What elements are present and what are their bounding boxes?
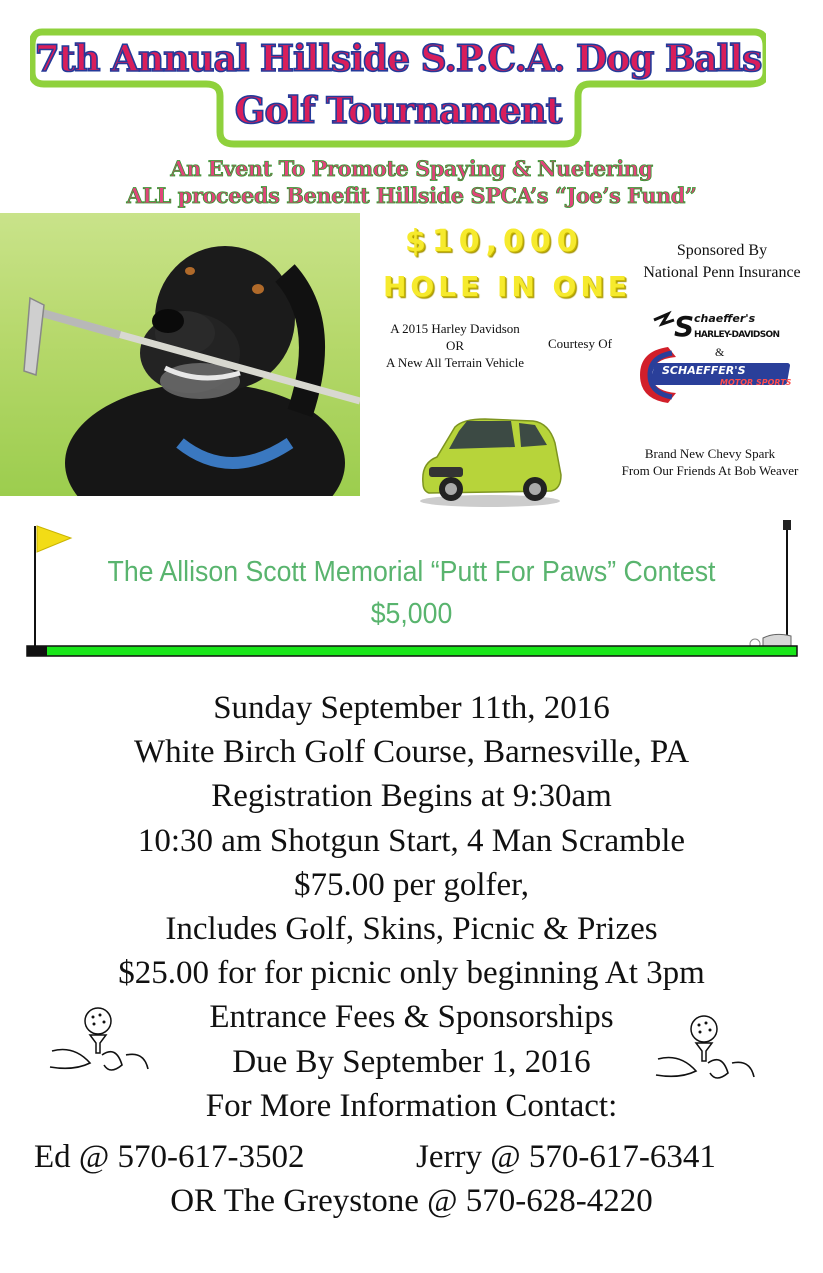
chevy-line-1: Brand New Chevy Spark — [644, 446, 776, 461]
subtitle-line-2: ALL proceeds Benefit Hillside SPCA’s “Joe’s Fund” — [126, 183, 697, 208]
dog-with-golf-club-photo — [0, 213, 360, 496]
schaeffers-motor-sports-logo — [636, 343, 796, 405]
logo-bottom-text: HARLEY-DAVIDSON — [694, 330, 780, 340]
chevy-line-2: From Our Friends At Bob Weaver — [621, 463, 799, 478]
putter-grip — [783, 520, 791, 530]
logo-bottom-text: MOTOR SPORTS — [720, 378, 792, 387]
event-price: $75.00 per golfer, — [293, 866, 530, 903]
putt-for-paws-title: The Allison Scott Memorial “Putt For Paws” Contest — [107, 556, 716, 588]
event-picnic-price: $25.00 for for picnic only beginning At 3pm — [118, 955, 705, 992]
event-registration: Registration Begins at 9:30am — [211, 778, 612, 815]
event-due-date: Due By September 1, 2016 — [232, 1043, 591, 1080]
hole-in-one-amount: $10,000 — [405, 224, 584, 259]
courtesy-of-label: Courtesy Of — [548, 336, 612, 351]
logo-initial: S — [674, 310, 695, 342]
title-line-2: Golf Tournament — [234, 90, 562, 132]
event-includes: Includes Golf, Skins, Picnic & Prizes — [165, 911, 658, 948]
event-location: White Birch Golf Course, Barnesville, PA — [133, 734, 690, 771]
schaeffers-harley-davidson-logo — [652, 310, 782, 342]
prize-line-1: A 2015 Harley Davidson — [390, 321, 520, 336]
putting-green-graphic — [25, 520, 800, 662]
golf-ball-on-tee-icon — [44, 1005, 154, 1085]
contacts-row — [34, 1137, 794, 1177]
contact-heading: For More Information Contact: — [205, 1087, 618, 1124]
golf-ball-on-tee-icon — [652, 1013, 762, 1093]
contact-ed: Ed @ 570-617-3502 — [34, 1139, 305, 1175]
ampersand: & — [715, 345, 725, 359]
sponsored-by-label: Sponsored By — [676, 242, 768, 259]
event-fees: Entrance Fees & Sponsorships — [209, 999, 614, 1036]
putter-head-icon — [763, 634, 791, 646]
hole-cup-icon — [27, 646, 47, 656]
title-line-1: 7th Annual Hillside S.P.C.A. Dog Balls — [34, 38, 762, 80]
sponsor-name: National Penn Insurance — [643, 264, 801, 281]
logo-top-text: SCHAEFFER'S — [662, 364, 746, 377]
prize-line-2: OR — [445, 338, 465, 353]
putt-for-paws-prize: $5,000 — [370, 598, 453, 630]
putting-line — [27, 646, 797, 656]
logo-top-text: chaeffer's — [694, 312, 756, 325]
hole-in-one-prize — [370, 320, 540, 371]
event-start: 10:30 am Shotgun Start, 4 Man Scramble — [137, 822, 686, 859]
hole-in-one-label: HOLE IN ONE — [383, 270, 631, 303]
chevy-spark-car-image — [415, 413, 565, 508]
contact-greystone: OR The Greystone @ 570-628-4220 — [170, 1183, 653, 1219]
title-banner — [30, 28, 766, 148]
event-date: Sunday September 11th, 2016 — [213, 690, 610, 726]
yellow-flag-icon — [37, 526, 71, 552]
prize-line-3: A New All Terrain Vehicle — [386, 355, 524, 370]
subtitle-line-1: An Event To Promote Spaying & Nuetering — [170, 156, 653, 181]
sponsored-by — [622, 240, 822, 284]
chevy-prize — [600, 445, 820, 479]
contact-jerry: Jerry @ 570-617-6341 — [416, 1139, 716, 1175]
